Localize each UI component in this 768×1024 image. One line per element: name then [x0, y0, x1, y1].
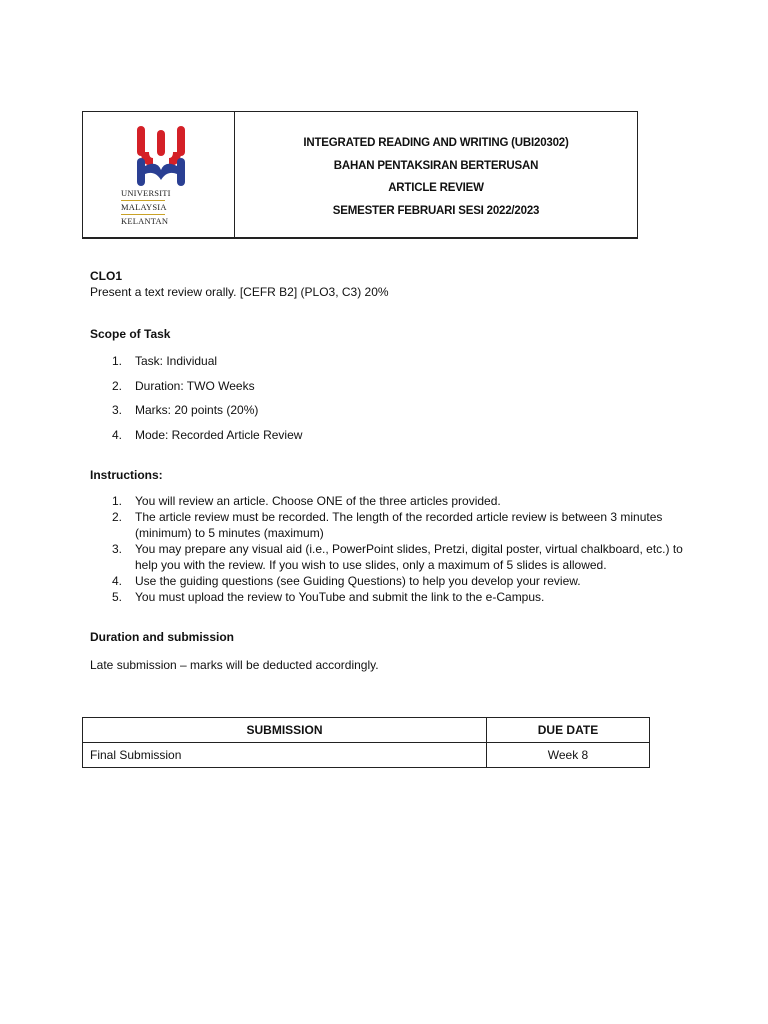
column-header-due-date: DUE DATE [487, 718, 650, 743]
list-item [90, 573, 690, 589]
scope-list [90, 353, 690, 443]
scope-heading: Scope of Task [90, 327, 171, 341]
table-row [83, 743, 650, 768]
list-number: 1. [112, 493, 123, 508]
assessment-type: BAHAN PENTAKSIRAN BERTERUSAN [333, 159, 539, 172]
clo-text: Present a text review orally. [CEFR B2] (PLO3, C3) 20% [90, 285, 389, 299]
instructions-heading: Instructions: [90, 467, 163, 482]
list-item [90, 493, 690, 509]
list-text: Marks: 20 points (20%) [135, 403, 259, 417]
list-number: 2. [112, 378, 123, 393]
list-text: The article review must be recorded. The length of the recorded article review is between 3 minutes (minimum) to 5 minutes (maximum) [135, 509, 663, 540]
logo-cell [83, 112, 235, 237]
list-text: Task: Individual [135, 354, 218, 368]
title-cell [235, 112, 637, 237]
logo-rule [121, 214, 165, 215]
semester-label: SEMESTER FEBRUARI SESI 2022/2023 [332, 204, 540, 217]
university-logo-icon [135, 126, 187, 188]
logo-line-3: KELANTAN [121, 216, 169, 226]
list-number: 1. [112, 354, 123, 368]
list-text: You must upload the review to YouTube and submit the link to the e-Campus. [135, 589, 545, 604]
instructions-list [90, 493, 690, 605]
list-item [90, 589, 690, 605]
list-text: Mode: Recorded Article Review [135, 427, 303, 442]
logo-line-1: UNIVERSITI [121, 188, 171, 198]
list-text: You may prepare any visual aid (i.e., PowerPoint slides, Pretzi, digital poster, virtual chalkboard, etc.) to help you with the review. If you wish to use slides, only a maximum of 5 slides is allowed. [135, 541, 683, 572]
list-text: Use the guiding questions (see Guiding Questions) to help you develop your review. [135, 573, 581, 588]
list-text: Duration: TWO Weeks [135, 378, 255, 393]
list-number: 4. [112, 573, 123, 588]
list-item [90, 509, 690, 541]
list-number: 3. [112, 541, 123, 556]
table-header-row [83, 718, 650, 743]
list-item [90, 541, 690, 573]
duration-text: Late submission – marks will be deducted accordingly. [90, 657, 379, 672]
logo-line-2: MALAYSIA [121, 202, 167, 212]
header-table [82, 111, 638, 239]
document-body [90, 268, 690, 673]
list-number: 2. [112, 509, 123, 524]
column-header-submission: SUBMISSION [83, 718, 487, 743]
list-item [90, 402, 690, 418]
course-title: INTEGRATED READING AND WRITING (UBI20302) [303, 137, 569, 149]
assignment-title: ARTICLE REVIEW [388, 182, 484, 194]
list-text: You will review an article. Choose ONE of the three articles provided. [135, 493, 501, 508]
list-item [90, 353, 690, 369]
list-number: 4. [112, 427, 123, 442]
submission-table [82, 717, 650, 768]
list-item [90, 378, 690, 394]
due-date-cell: Week 8 [487, 743, 650, 768]
list-item [90, 427, 690, 443]
logo-rule [121, 200, 165, 201]
list-number: 3. [112, 403, 123, 417]
list-number: 5. [112, 589, 123, 604]
duration-heading: Duration and submission [90, 629, 235, 644]
submission-cell: Final Submission [83, 743, 487, 768]
clo-heading: CLO1 [90, 269, 123, 283]
logo-wordmark [121, 188, 193, 227]
